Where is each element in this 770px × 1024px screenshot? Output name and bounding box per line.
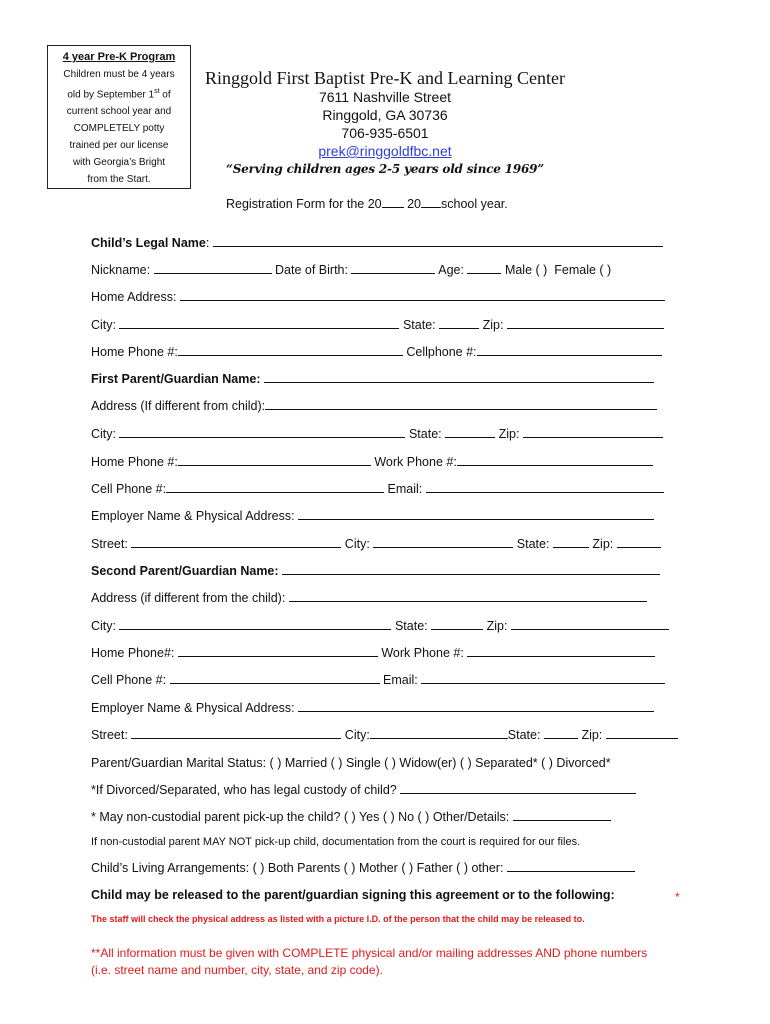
second-parent-employer-row: Employer Name & Physical Address: [91,701,654,715]
city-field[interactable] [119,318,399,329]
child-phone-row: Home Phone #: Cellphone #: [91,345,662,359]
court-note: If non-custodial parent MAY NOT pick-up child, documentation from the court is required for our files. [91,836,581,848]
second-parent-zip-field[interactable] [511,619,669,630]
second-parent-state-field[interactable] [431,619,483,630]
second-parent-street-field[interactable] [131,728,341,739]
first-parent-email-field[interactable] [426,482,664,493]
second-parent-cell-field[interactable] [170,673,380,684]
registration-title: Registration Form for the 20 20 school year. [226,197,508,211]
second-parent-emp-state-field[interactable] [544,728,578,739]
second-parent-work-phone-field[interactable] [467,646,655,657]
home-address-row: Home Address: [91,290,665,304]
second-parent-city-field[interactable] [119,619,391,630]
dob-field[interactable] [351,263,435,274]
first-parent-home-phone-field[interactable] [178,455,371,466]
living-other-field[interactable] [507,861,635,872]
first-parent-emp-state-field[interactable] [553,537,589,548]
first-parent-address-row: Address (If different from child): [91,399,657,413]
second-parent-city-row: City: State: Zip: [91,619,669,633]
first-parent-state-field[interactable] [445,427,495,438]
child-city-row: City: State: Zip: [91,318,664,332]
cellphone-field[interactable] [477,345,662,356]
org-name: Ringgold First Baptist Pre-K and Learning Center [205,68,565,88]
city-state-zip: Ringgold, GA 30736 [322,107,448,123]
first-parent-cell-row: Cell Phone #: Email: [91,482,664,496]
second-parent-cell-row: Cell Phone #: Email: [91,673,665,687]
first-parent-row: First Parent/Guardian Name: [91,372,654,386]
first-parent-address-field[interactable] [265,399,657,410]
program-line: with Georgia’s Bright [72,157,166,169]
second-parent-employer-field[interactable] [298,701,654,712]
second-parent-emp-city-field[interactable] [370,728,508,739]
state-field[interactable] [439,318,479,329]
second-parent-address-field[interactable] [289,591,647,602]
program-info-box [47,45,191,189]
zip-field[interactable] [507,318,664,329]
first-parent-city-field[interactable] [119,427,405,438]
second-parent-emp-zip-field[interactable] [606,728,678,739]
custody-field[interactable] [400,783,636,794]
info-note-line2: (i.e. street name and number, city, state, and zip code). [91,963,383,977]
program-line: old by September 1st of [67,88,171,101]
second-parent-home-phone-field[interactable] [178,646,378,657]
first-parent-emp-city-field[interactable] [373,537,513,548]
staff-note: The staff will check the physical address as listed with a picture I.D. of the person that the child may be released to. [91,914,585,924]
second-parent-row: Second Parent/Guardian Name: [91,564,660,578]
email-link[interactable]: prek@ringgoldfbc.net [318,143,452,159]
second-parent-name-field[interactable] [282,564,660,575]
nickname-row: Nickname: Date of Birth: Age: Male ( ) Female ( ) [91,263,612,277]
program-line: current school year and [66,106,172,118]
program-line: COMPLETELY potty [73,123,165,135]
program-line: from the Start. [87,174,151,186]
child-legal-name-row: Child’s Legal Name: [91,236,663,250]
phone-number: 706-935-6501 [341,125,429,141]
home-phone-field[interactable] [178,345,403,356]
living-arrangements-row: Child’s Living Arrangements: ( ) Both Parents ( ) Mother ( ) Father ( ) other: [91,861,635,875]
program-line: Children must be 4 years [63,69,175,80]
age-field[interactable] [467,263,501,274]
motto: “Serving children ages 2-5 years old since 1969” [226,162,544,176]
first-parent-name-field[interactable] [264,372,654,383]
pickup-row: * May non-custodial parent pick-up the child? ( ) Yes ( ) No ( ) Other/Details: [91,810,611,824]
program-title: 4 year Pre-K Program [62,51,176,63]
legal-name-field[interactable] [213,236,663,247]
release-asterisk: * [675,890,680,904]
first-parent-employer-row: Employer Name & Physical Address: [91,509,654,523]
male-checkbox[interactable]: Male ( ) [504,263,548,277]
second-parent-phone-row: Home Phone#: Work Phone #: [91,646,655,660]
nickname-field[interactable] [154,263,272,274]
street-address: 7611 Nashville Street [318,89,452,105]
home-address-field[interactable] [180,290,665,301]
info-note-line1: **All information must be given with COMPLETE physical and/or mailing addresses AND phone numbers [91,946,648,960]
first-parent-emp-zip-field[interactable] [617,537,661,548]
release-heading: Child may be released to the parent/guardian signing this agreement or to the following: [91,888,615,902]
first-parent-city-row: City: State: Zip: [91,427,663,441]
first-parent-work-phone-field[interactable] [457,455,653,466]
first-parent-zip-field[interactable] [523,427,663,438]
program-line: trained per our license [69,140,169,152]
pickup-details-field[interactable] [513,810,611,821]
second-parent-email-field[interactable] [421,673,665,684]
second-parent-street-row: Street: City: State: Zip: [91,728,678,742]
program-requirements [48,66,190,188]
second-parent-address-row: Address (if different from the child): [91,591,647,605]
first-parent-street-field[interactable] [131,537,341,548]
first-parent-cell-field[interactable] [166,482,384,493]
female-checkbox[interactable]: Female ( ) [554,263,612,277]
first-parent-employer-field[interactable] [298,509,654,520]
first-parent-phone-row: Home Phone #: Work Phone #: [91,455,653,469]
custody-row: *If Divorced/Separated, who has legal custody of child? [91,783,636,797]
first-parent-street-row: Street: City: State: Zip: [91,537,661,551]
marital-status-row[interactable]: Parent/Guardian Marital Status: ( ) Married ( ) Single ( ) Widow(er) ( ) Separated* ( ) Divorced* [91,756,611,770]
